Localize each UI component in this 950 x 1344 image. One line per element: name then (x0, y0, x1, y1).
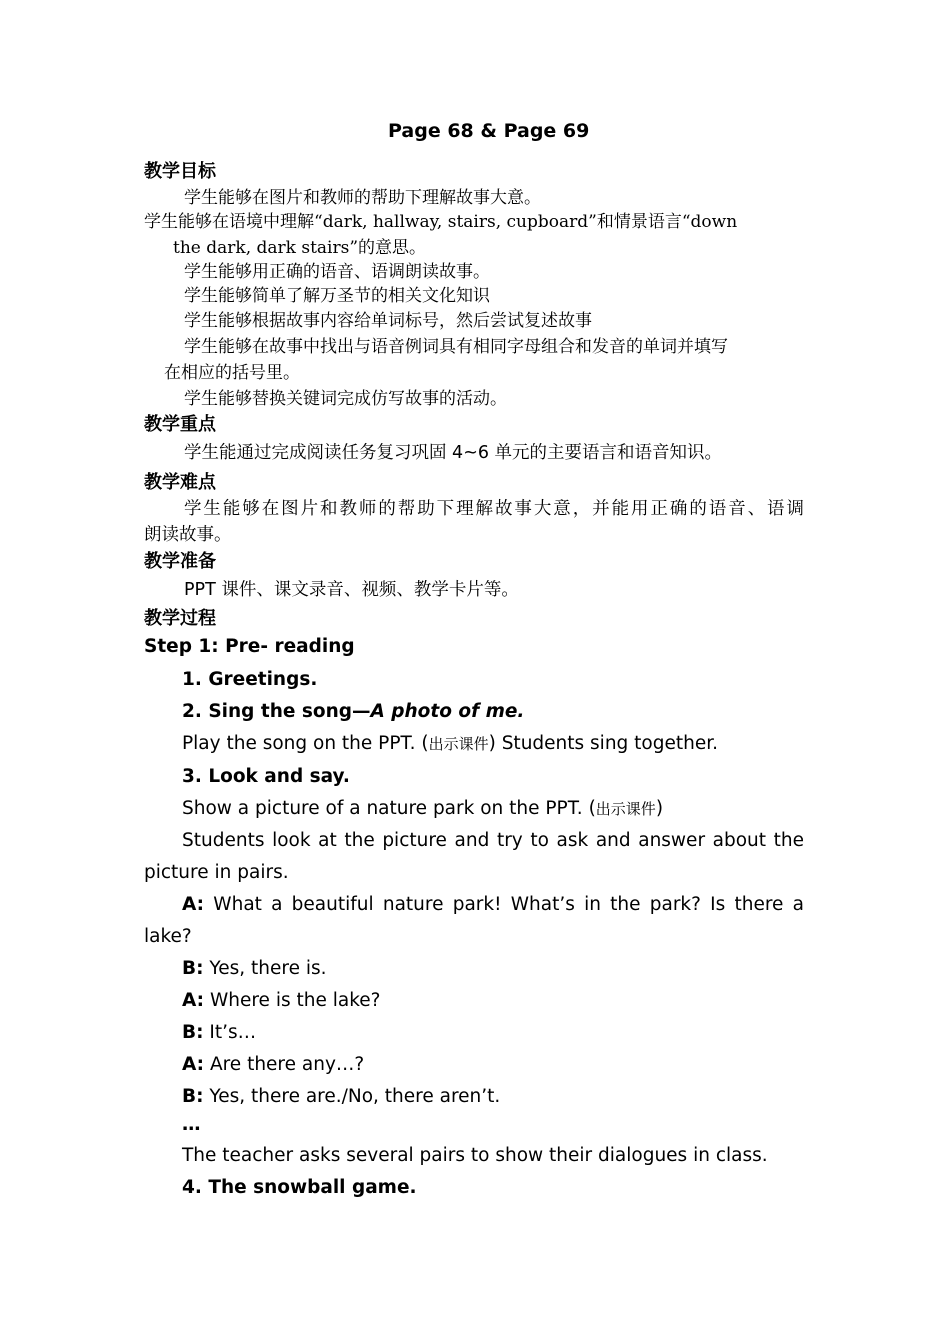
step1-item4: 4. The snowball game. (182, 1177, 417, 1198)
objective-4: 学生能够简单了解万圣节的相关文化知识 (184, 286, 490, 306)
item2-note: 出示课件 (428, 735, 489, 753)
dialogue-text: It’s… (209, 1022, 257, 1043)
speaker-label: A: (182, 990, 205, 1011)
item3-text-b: ) (655, 798, 664, 819)
dialogue-text: Where is the lake? (209, 990, 381, 1011)
dialogue-text: What a beautiful nature park! What’s in the park? Is there a (213, 894, 804, 915)
objective-2: 学生能够在语境中理解“dark, hallway, stairs, cupboard”和情景语言“down (144, 212, 738, 232)
objectives-heading: 教学目标 (144, 161, 216, 182)
item2-text-a: Play the song on the PPT. ( (182, 733, 429, 754)
objective-1: 学生能够在图片和教师的帮助下理解故事大意。 (184, 188, 541, 208)
item3-paragraph-line1: Students look at the picture and try to ask and answer about the (182, 830, 804, 851)
dialogue-text: Yes, there is. (209, 958, 327, 979)
dialogue-line-6 (182, 1084, 500, 1110)
step1-item1: 1. Greetings. (182, 669, 318, 690)
step1-item2-text (182, 731, 718, 757)
dialogue-text: Yes, there are./No, there aren’t. (209, 1086, 501, 1107)
difficulties-text-line1: 学生能够在图片和教师的帮助下理解故事大意，并能用正确的语音、语调 (184, 499, 804, 519)
item2-prefix: 2. Sing the song— (182, 701, 371, 722)
item3-text-a: Show a picture of a nature park on the PPT. ( (182, 798, 596, 819)
objective-7: 学生能够替换关键词完成仿写故事的活动。 (184, 389, 507, 409)
preparation-heading: 教学准备 (144, 551, 216, 572)
item3-paragraph-line2: picture in pairs. (144, 862, 289, 883)
objective-2-cont: the dark, dark stairs”的意思。 (173, 238, 427, 258)
page-title: Page 68 & Page 69 (388, 120, 590, 142)
dialogue-line-3 (182, 988, 380, 1014)
item3-closing: The teacher asks several pairs to show their dialogues in class. (182, 1145, 768, 1166)
step1-item3: 3. Look and say. (182, 766, 350, 787)
objective-3: 学生能够用正确的语音、语调朗读故事。 (184, 262, 490, 282)
preparation-text: PPT 课件、课文录音、视频、教学卡片等。 (184, 580, 519, 600)
difficulties-heading: 教学难点 (144, 472, 216, 493)
difficulties-text-line2: 朗读故事。 (144, 525, 232, 545)
dialogue-text: Are there any…? (209, 1054, 365, 1075)
step1-item2 (182, 699, 524, 725)
speaker-label: B: (182, 958, 204, 979)
speaker-label: B: (182, 1086, 204, 1107)
dialogue-line-4 (182, 1020, 256, 1046)
process-heading: 教学过程 (144, 608, 216, 629)
dialogue-ellipsis: … (182, 1114, 201, 1135)
dialogue-line-1 (182, 892, 804, 918)
step1-heading: Step 1: Pre- reading (144, 636, 355, 657)
objective-5: 学生能够根据故事内容给单词标号，然后尝试复述故事 (184, 311, 592, 331)
dialogue-line-2 (182, 956, 327, 982)
objective-6-cont: 在相应的括号里。 (164, 363, 300, 383)
objective-6: 学生能够在故事中找出与语音例词具有相同字母组合和发音的单词并填写 (184, 337, 728, 357)
speaker-label: A: (182, 1054, 205, 1075)
key-points-heading: 教学重点 (144, 414, 216, 435)
item3-note: 出示课件 (595, 800, 656, 818)
dialogue-line-1-cont: lake? (144, 926, 192, 947)
item2-text-b: ) Students sing together. (488, 733, 719, 754)
dialogue-line-5 (182, 1052, 364, 1078)
step1-item3-text (182, 796, 663, 822)
speaker-label: B: (182, 1022, 204, 1043)
item2-song-title: A photo of me. (370, 701, 525, 722)
key-points-text: 学生能通过完成阅读任务复习巩固 4~6 单元的主要语言和语音知识。 (184, 443, 723, 463)
speaker-label: A: (182, 894, 205, 915)
